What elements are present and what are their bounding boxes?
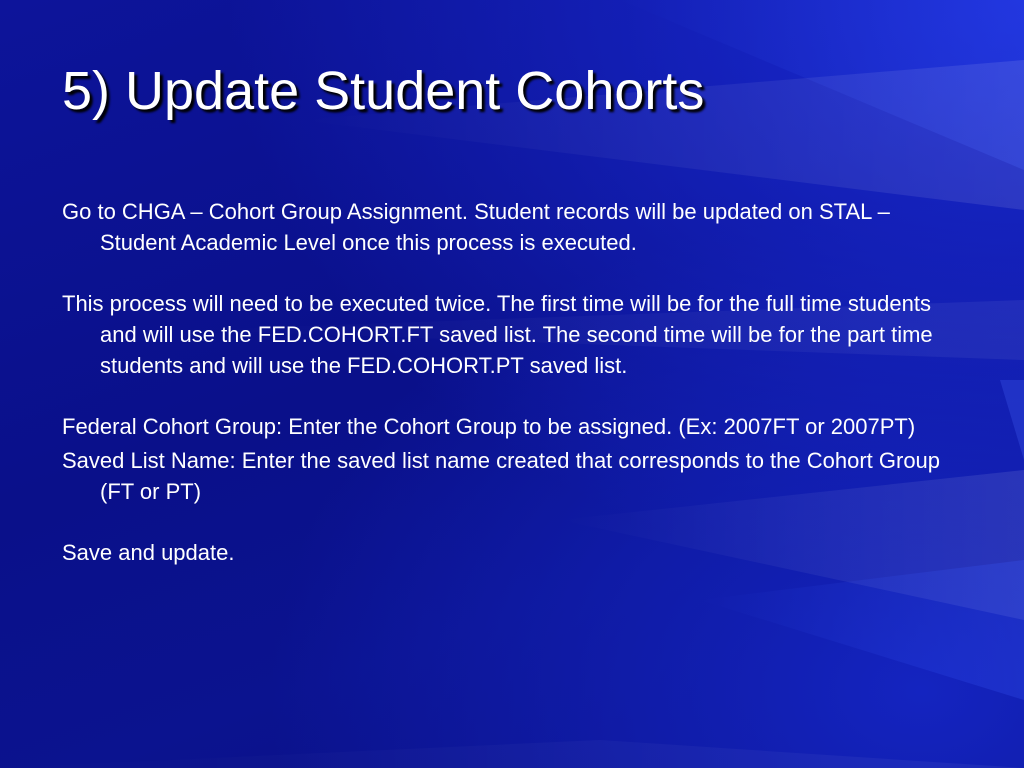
paragraph-save-update: Save and update.	[62, 540, 235, 565]
slide-title: 5) Update Student Cohorts	[62, 61, 705, 121]
paragraph-federal-cohort-group: Federal Cohort Group: Enter the Cohort Group to be assigned. (Ex: 2007FT or 2007PT)	[62, 414, 916, 439]
paragraph-execute-twice: This process will need to be executed twice. The first time will be for the full time students and will use the FED.COHORT.FT saved list. The second time will be for the part time students and will use the FED.COHORT.PT saved list.	[62, 291, 933, 378]
paragraph-chga: Go to CHGA – Cohort Group Assignment. Student records will be updated on STAL – Student Academic Level once this process is executed.	[62, 199, 890, 255]
slide-body	[62, 196, 962, 568]
paragraph-saved-list-name: Saved List Name: Enter the saved list name created that corresponds to the Cohort Group (FT or PT)	[62, 448, 941, 504]
